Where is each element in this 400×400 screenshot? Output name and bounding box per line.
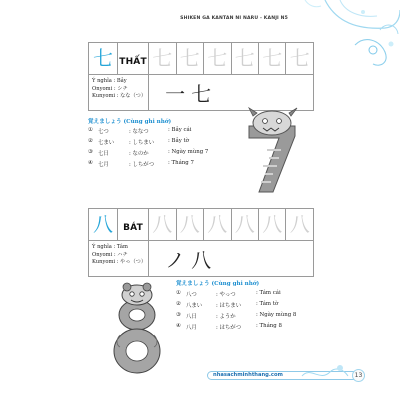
item-meaning: : Ngày mùng 7 (168, 149, 209, 155)
vocab-list-eight (176, 290, 326, 334)
item-word: 七月 (98, 162, 109, 168)
item-number: ① (88, 127, 93, 133)
sino-vietnamese-reading: THẤT (119, 57, 147, 67)
list-item (176, 312, 326, 323)
item-reading: : やっつ (216, 292, 236, 298)
trace-cell (204, 209, 231, 241)
vocab-list-seven (88, 127, 238, 171)
trace-cell (204, 43, 231, 75)
header-title: SHIKEN GA KANTAN NI NARU - KANJI N5 (180, 16, 288, 21)
item-meaning: : Ngày mùng 8 (256, 312, 297, 318)
kanji-info-cell (89, 75, 149, 111)
item-number: ④ (88, 160, 93, 166)
item-number: ① (176, 290, 181, 296)
trace-character: 八 (152, 212, 173, 236)
list-item (176, 301, 326, 312)
item-number: ② (176, 301, 181, 307)
stroke-step: 八 (191, 248, 212, 272)
item-number: ③ (88, 149, 93, 155)
stroke-step: 七 (191, 82, 212, 106)
item-reading: : ななつ (129, 129, 149, 135)
trace-cell (259, 43, 286, 75)
number-eight-character (106, 279, 168, 377)
list-item (176, 323, 326, 334)
meaning-line: Ý nghĩa : Tám (92, 244, 128, 250)
item-reading: : しちまい (129, 140, 155, 146)
item-number: ② (88, 138, 93, 144)
item-reading: : なのか (129, 151, 149, 157)
sino-vietnamese-reading: BÁT (123, 223, 143, 233)
trace-character: 七 (207, 46, 228, 70)
footer-decoration-icon (300, 362, 350, 384)
kanji-character: 七 (92, 46, 113, 70)
item-meaning: : Tháng 7 (168, 160, 194, 166)
kanji-cell (89, 43, 118, 75)
item-word: 七日 (98, 151, 109, 157)
trace-character: 八 (234, 212, 255, 236)
mnemonic-heading: 覚えましょう (Cùng ghi nhớ) (176, 281, 260, 287)
meaning-line: Ý nghĩa : Bảy (92, 78, 127, 84)
list-item (88, 149, 238, 160)
trace-character: 七 (262, 46, 283, 70)
item-word: 八月 (186, 325, 197, 331)
trace-cell (149, 43, 176, 75)
trace-character: 七 (289, 46, 310, 70)
kunyomi-line: Kunyomi : なな（つ） (92, 93, 147, 100)
trace-cell (231, 43, 258, 75)
item-reading: : ようか (216, 314, 236, 320)
item-meaning: : Tám cái (256, 290, 281, 296)
kanji-character: 八 (92, 212, 113, 236)
trace-character: 八 (179, 212, 200, 236)
item-meaning: : Bảy tờ (168, 138, 189, 144)
stroke-step: ノ (165, 248, 186, 272)
footer-url: nhasachminhthang.com (213, 372, 283, 378)
list-item (88, 138, 238, 149)
stroke-order-cell (149, 241, 314, 277)
list-item (176, 290, 326, 301)
kanji-grid-seven (88, 42, 314, 111)
item-reading: : はちまい (216, 303, 242, 309)
trace-cell (286, 209, 314, 241)
trace-character: 八 (207, 212, 228, 236)
trace-character: 八 (262, 212, 283, 236)
onyomi-line: Onyomi : ハチ (92, 251, 128, 258)
trace-character: 七 (152, 46, 173, 70)
reading-cell (117, 209, 148, 241)
number-seven-character (243, 106, 303, 196)
mnemonic-heading: 覚えましょう (Cùng ghi nhớ) (88, 119, 172, 125)
item-meaning: : Tháng 8 (256, 323, 282, 329)
trace-character: 七 (234, 46, 255, 70)
item-word: 七まい (98, 140, 115, 146)
item-reading: : はちがつ (216, 325, 242, 331)
item-number: ④ (176, 323, 181, 329)
item-number: ③ (176, 312, 181, 318)
trace-cell (176, 43, 203, 75)
item-word: 七つ (98, 129, 109, 135)
item-meaning: : Tám tờ (256, 301, 279, 307)
trace-cell (231, 209, 258, 241)
kanji-cell (89, 209, 118, 241)
item-word: 八まい (186, 303, 203, 309)
trace-cell (259, 209, 286, 241)
item-word: 八日 (186, 314, 197, 320)
page-number: 13 (352, 369, 365, 382)
reading-cell (117, 43, 148, 75)
kunyomi-line: Kunyomi : やっ（つ） (92, 259, 147, 266)
trace-cell (286, 43, 314, 75)
list-item (88, 127, 238, 138)
trace-character: 七 (179, 46, 200, 70)
list-item (88, 160, 238, 171)
trace-cell (149, 209, 176, 241)
onyomi-line: Onyomi : シチ (92, 85, 128, 92)
stroke-step: 一 (165, 82, 186, 106)
kanji-info-cell (89, 241, 149, 277)
kanji-grid-eight (88, 208, 314, 277)
trace-character: 八 (289, 212, 310, 236)
item-word: 八つ (186, 292, 197, 298)
item-reading: : しちがつ (129, 162, 155, 168)
item-meaning: : Bảy cái (168, 127, 192, 133)
trace-cell (176, 209, 203, 241)
